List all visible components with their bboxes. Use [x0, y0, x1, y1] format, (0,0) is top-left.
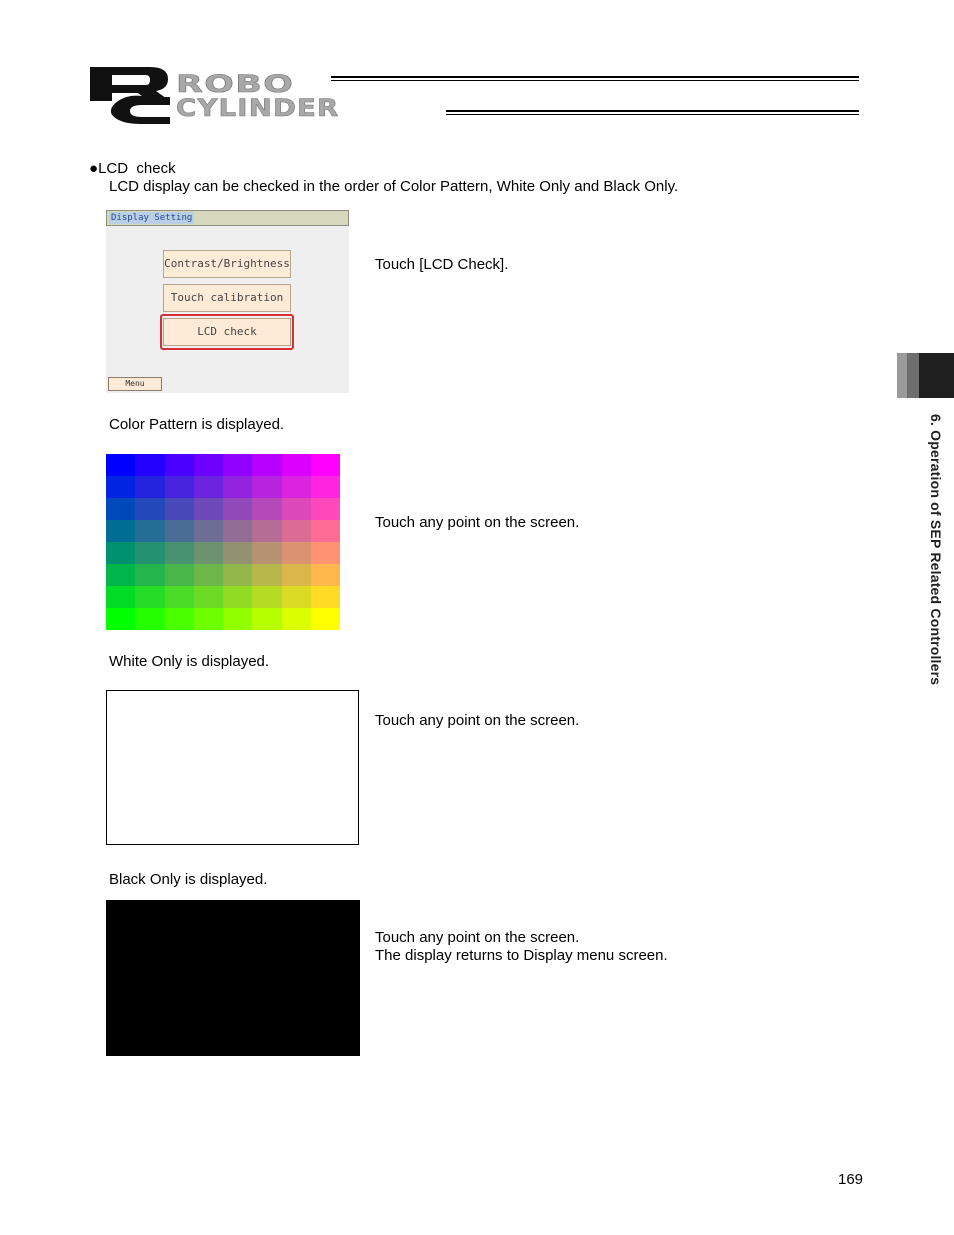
chapter-tab-stripe-mid [907, 353, 919, 398]
header-rule-top-1 [331, 76, 859, 78]
black-only-screen [106, 900, 360, 1056]
section-title [89, 160, 176, 178]
color-cell [194, 454, 223, 476]
color-cell [282, 586, 311, 608]
color-cell [311, 476, 340, 498]
color-cell [135, 564, 164, 586]
color-cell [252, 498, 281, 520]
color-cell [194, 608, 223, 630]
color-cell [135, 476, 164, 498]
color-cell [252, 564, 281, 586]
color-cell [282, 476, 311, 498]
color-cell [311, 586, 340, 608]
color-cell [223, 454, 252, 476]
color-cell [165, 454, 194, 476]
color-cell [165, 498, 194, 520]
color-cell [106, 476, 135, 498]
color-pattern-screen [106, 454, 340, 630]
color-cell [135, 520, 164, 542]
lcd-check-button[interactable]: LCD check [163, 318, 291, 346]
white-only-screen [106, 690, 359, 845]
color-cell [106, 520, 135, 542]
color-cell [194, 498, 223, 520]
color-cell [311, 542, 340, 564]
color-cell [223, 520, 252, 542]
rc-logo-mark [90, 67, 170, 124]
display-setting-screenshot [106, 210, 349, 393]
color-cell [223, 476, 252, 498]
color-cell [252, 608, 281, 630]
color-cell [223, 542, 252, 564]
section-description: LCD display can be checked in the order of Color Pattern, White Only and Black Only. [109, 178, 679, 195]
step4-instruction-2: The display returns to Display menu screen. [375, 947, 668, 964]
color-cell [165, 542, 194, 564]
header-rule-top-2 [331, 80, 859, 81]
color-cell [311, 498, 340, 520]
color-cell [194, 542, 223, 564]
color-cell [223, 564, 252, 586]
section-title-text: LCD check [98, 160, 176, 177]
logo-text-cylinder: CYLINDER [176, 94, 340, 122]
color-cell [252, 476, 281, 498]
color-cell [252, 542, 281, 564]
color-cell [135, 608, 164, 630]
display-setting-title: Display Setting [111, 213, 193, 223]
chapter-tab-block [919, 353, 954, 398]
step1-instruction: Touch [LCD Check]. [375, 256, 509, 273]
chapter-tab-stripe-light [897, 353, 907, 398]
touch-calibration-button[interactable]: Touch calibration [163, 284, 291, 312]
menu-button[interactable]: Menu [108, 377, 162, 391]
color-cell [282, 542, 311, 564]
color-cell [106, 586, 135, 608]
color-cell [252, 454, 281, 476]
color-cell [311, 564, 340, 586]
chapter-side-label: 6. Operation of SEP Related Controllers [928, 414, 944, 686]
header-rule-bottom-1 [446, 110, 859, 112]
color-cell [165, 520, 194, 542]
color-cell [106, 542, 135, 564]
color-cell [165, 476, 194, 498]
color-cell [194, 564, 223, 586]
color-cell [194, 586, 223, 608]
contrast-brightness-button[interactable]: Contrast/Brightness [163, 250, 291, 278]
color-cell [106, 454, 135, 476]
color-cell [165, 564, 194, 586]
color-cell [165, 586, 194, 608]
color-cell [311, 608, 340, 630]
step3-instruction: Touch any point on the screen. [375, 712, 580, 729]
logo-text-robo: ROBO [176, 70, 295, 98]
color-cell [194, 520, 223, 542]
color-cell [311, 520, 340, 542]
color-cell [106, 498, 135, 520]
color-cell [223, 586, 252, 608]
display-setting-title-bar [106, 210, 349, 226]
color-cell [135, 454, 164, 476]
color-cell [106, 608, 135, 630]
step4-instruction: Touch any point on the screen. [375, 929, 580, 946]
color-cell [252, 520, 281, 542]
step3-caption: White Only is displayed. [109, 653, 270, 670]
color-cell [282, 520, 311, 542]
color-cell [194, 476, 223, 498]
color-cell [135, 498, 164, 520]
color-cell [282, 608, 311, 630]
color-cell [106, 564, 135, 586]
color-cell [135, 586, 164, 608]
color-cell [282, 564, 311, 586]
color-cell [165, 608, 194, 630]
color-cell [135, 542, 164, 564]
color-cell [282, 498, 311, 520]
page-number: 169 [838, 1171, 864, 1188]
step4-caption: Black Only is displayed. [109, 871, 268, 888]
bullet-icon: ● [89, 160, 99, 177]
header-rule-bottom-2 [446, 114, 859, 115]
color-cell [223, 498, 252, 520]
color-cell [282, 454, 311, 476]
color-cell [252, 586, 281, 608]
step2-caption: Color Pattern is displayed. [109, 416, 285, 433]
color-cell [223, 608, 252, 630]
step2-instruction: Touch any point on the screen. [375, 514, 580, 531]
color-cell [311, 454, 340, 476]
